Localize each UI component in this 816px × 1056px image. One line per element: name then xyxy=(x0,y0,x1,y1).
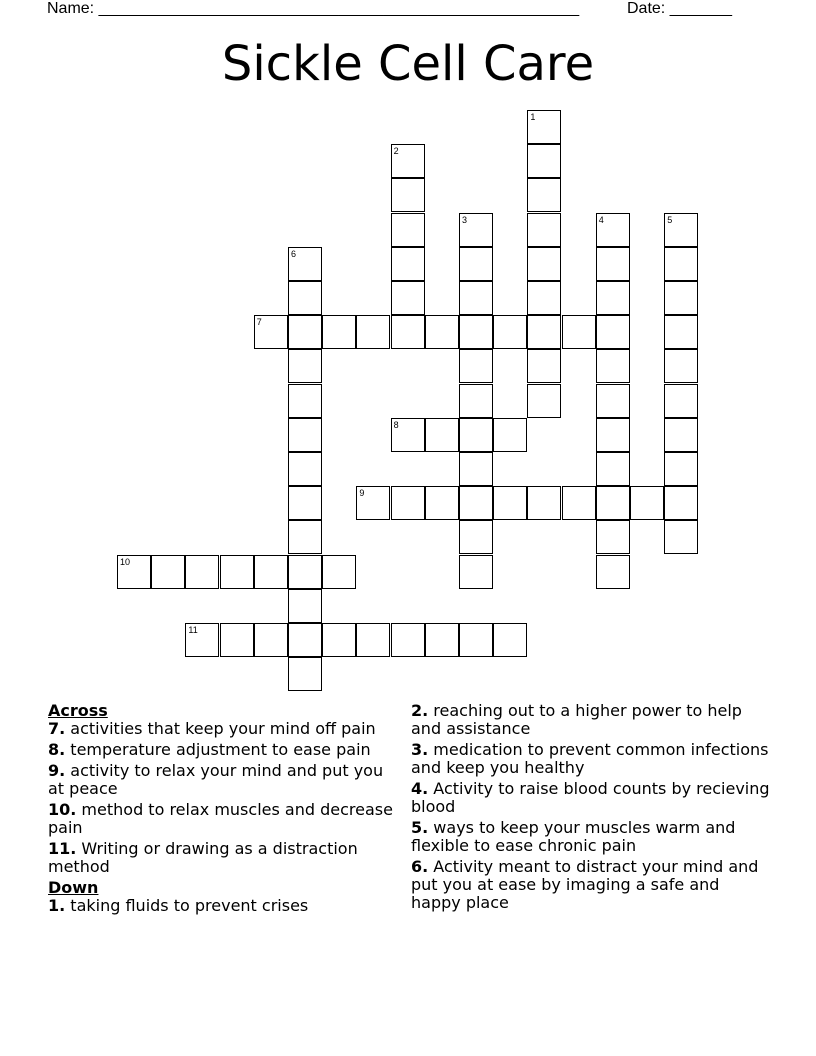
clue-text: Activity meant to distract your mind and put you at ease by imaging a safe and happy place xyxy=(411,857,759,912)
grid-cell[interactable] xyxy=(391,418,425,452)
cell-number: 6 xyxy=(291,248,297,259)
grid-cell[interactable] xyxy=(459,555,493,589)
cell-number: 10 xyxy=(120,556,131,567)
grid-cell[interactable] xyxy=(596,384,630,418)
clue-number: 5. xyxy=(411,818,429,837)
clue-number: 6. xyxy=(411,857,429,876)
grid-cell[interactable] xyxy=(527,281,561,315)
cell-number: 11 xyxy=(188,625,198,635)
grid-cell[interactable] xyxy=(185,623,219,657)
clue-text: method to relax muscles and decrease pain xyxy=(48,800,393,837)
grid-cell[interactable] xyxy=(288,247,322,281)
grid-cell[interactable] xyxy=(664,418,698,452)
grid-cell[interactable] xyxy=(288,315,322,349)
clue-number: 7. xyxy=(48,719,66,738)
cell-number: 8 xyxy=(393,419,399,430)
cell-number: 7 xyxy=(256,317,262,328)
grid-cell[interactable] xyxy=(596,281,630,315)
grid-cell[interactable] xyxy=(459,452,493,486)
clue-item xyxy=(48,762,393,798)
grid-cell[interactable] xyxy=(527,315,561,349)
clue-number: 8. xyxy=(48,740,66,759)
cell-number: 9 xyxy=(359,488,365,499)
grid-cell[interactable] xyxy=(493,418,527,452)
grid-cell[interactable] xyxy=(288,657,322,691)
clue-number: 11. xyxy=(48,839,77,858)
date-field-label: Date: _______ xyxy=(627,0,732,17)
grid-cell[interactable] xyxy=(459,384,493,418)
grid-cell[interactable] xyxy=(664,384,698,418)
grid-cell[interactable] xyxy=(254,315,288,349)
grid-cell[interactable] xyxy=(185,555,219,589)
grid-cell[interactable] xyxy=(288,486,322,520)
down-heading: Down xyxy=(48,878,99,897)
clue-number: 4. xyxy=(411,779,429,798)
grid-cell[interactable] xyxy=(493,623,527,657)
clue-text: temperature adjustment to ease pain xyxy=(65,740,371,759)
grid-cell[interactable] xyxy=(664,486,698,520)
clue-text: activities that keep your mind off pain xyxy=(65,719,376,738)
grid-cell[interactable] xyxy=(425,315,459,349)
grid-cell[interactable] xyxy=(322,623,356,657)
grid-cell[interactable] xyxy=(425,418,459,452)
grid-cell[interactable] xyxy=(288,349,322,383)
grid-cell[interactable] xyxy=(596,349,630,383)
clue-number: 3. xyxy=(411,740,429,759)
grid-cell[interactable] xyxy=(596,520,630,554)
clue-text: medication to prevent common infections and keep you healthy xyxy=(411,740,769,777)
clue-item xyxy=(411,819,771,855)
grid-cell[interactable] xyxy=(356,315,390,349)
grid-cell[interactable] xyxy=(493,315,527,349)
grid-cell[interactable] xyxy=(664,213,698,247)
grid-cell[interactable] xyxy=(630,486,664,520)
down-clue-list-right xyxy=(411,702,771,912)
grid-cell[interactable] xyxy=(117,555,151,589)
grid-cell[interactable] xyxy=(527,247,561,281)
clue-number: 9. xyxy=(48,761,66,780)
grid-cell[interactable] xyxy=(391,247,425,281)
name-field-label: Name: ______________________________________________________ xyxy=(47,0,580,17)
grid-cell[interactable] xyxy=(288,520,322,554)
grid-cell[interactable] xyxy=(527,144,561,178)
grid-cell[interactable] xyxy=(459,418,493,452)
grid-cell[interactable] xyxy=(322,315,356,349)
cell-number: 2 xyxy=(393,146,399,157)
grid-cell[interactable] xyxy=(391,315,425,349)
grid-cell[interactable] xyxy=(664,247,698,281)
grid-cell[interactable] xyxy=(596,452,630,486)
grid-cell[interactable] xyxy=(288,281,322,315)
clue-item xyxy=(48,897,393,915)
clue-number: 10. xyxy=(48,800,77,819)
clue-text: Activity to raise blood counts by recieving blood xyxy=(411,779,770,816)
grid-cell[interactable] xyxy=(527,213,561,247)
grid-cell[interactable] xyxy=(596,486,630,520)
grid-cell[interactable] xyxy=(288,384,322,418)
grid-cell[interactable] xyxy=(527,486,561,520)
across-heading: Across xyxy=(48,701,108,720)
grid-cell[interactable] xyxy=(459,213,493,247)
grid-cell[interactable] xyxy=(288,589,322,623)
grid-cell[interactable] xyxy=(459,623,493,657)
grid-cell[interactable] xyxy=(527,384,561,418)
clue-text: reaching out to a higher power to help and assistance xyxy=(411,701,742,738)
clue-text: taking fluids to prevent crises xyxy=(65,896,309,915)
cell-number: 1 xyxy=(530,112,536,122)
grid-cell[interactable] xyxy=(322,555,356,589)
grid-cell[interactable] xyxy=(664,315,698,349)
grid-cell[interactable] xyxy=(391,623,425,657)
grid-cell[interactable] xyxy=(527,349,561,383)
clue-number: 1. xyxy=(48,896,66,915)
down-clue-list-left xyxy=(48,897,393,915)
grid-cell[interactable] xyxy=(288,418,322,452)
clues-left-column xyxy=(48,702,393,918)
across-clue-list xyxy=(48,720,393,876)
clue-item xyxy=(48,840,393,876)
clue-text: Writing or drawing as a distraction method xyxy=(48,839,358,876)
grid-cell[interactable] xyxy=(459,520,493,554)
grid-cell[interactable] xyxy=(391,281,425,315)
grid-cell[interactable] xyxy=(596,315,630,349)
grid-cell[interactable] xyxy=(664,452,698,486)
grid-cell[interactable] xyxy=(493,486,527,520)
grid-cell[interactable] xyxy=(459,315,493,349)
clue-item xyxy=(411,858,771,912)
clue-text: ways to keep your muscles warm and flexible to ease chronic pain xyxy=(411,818,736,855)
grid-cell[interactable] xyxy=(459,486,493,520)
clue-item xyxy=(411,741,771,777)
grid-cell[interactable] xyxy=(527,178,561,212)
grid-cell[interactable] xyxy=(356,623,390,657)
clue-item xyxy=(411,702,771,738)
cell-number: 3 xyxy=(462,214,468,225)
clue-text: activity to relax your mind and put you at peace xyxy=(48,761,384,798)
grid-cell[interactable] xyxy=(425,486,459,520)
grid-cell[interactable] xyxy=(459,349,493,383)
grid-cell[interactable] xyxy=(356,486,390,520)
grid-cell[interactable] xyxy=(151,555,185,589)
grid-cell[interactable] xyxy=(459,281,493,315)
grid-cell[interactable] xyxy=(288,555,322,589)
clue-item xyxy=(48,720,393,738)
grid-cell[interactable] xyxy=(664,520,698,554)
grid-cell[interactable] xyxy=(220,623,254,657)
grid-cell[interactable] xyxy=(527,110,561,144)
grid-cell[interactable] xyxy=(391,144,425,178)
grid-cell[interactable] xyxy=(596,418,630,452)
grid-cell[interactable] xyxy=(391,486,425,520)
clue-item xyxy=(48,741,393,759)
grid-cell[interactable] xyxy=(391,178,425,212)
cell-number: 5 xyxy=(667,214,673,225)
grid-cell[interactable] xyxy=(425,623,459,657)
clue-item xyxy=(48,801,393,837)
clues-right-column xyxy=(411,702,771,915)
grid-cell[interactable] xyxy=(391,213,425,247)
grid-cell[interactable] xyxy=(288,452,322,486)
grid-cell[interactable] xyxy=(664,281,698,315)
grid-cell[interactable] xyxy=(596,555,630,589)
grid-cell[interactable] xyxy=(562,315,596,349)
grid-cell[interactable] xyxy=(562,486,596,520)
clue-item xyxy=(411,780,771,816)
page-title: Sickle Cell Care xyxy=(221,36,595,92)
cell-number: 4 xyxy=(598,214,604,225)
grid-cell[interactable] xyxy=(220,555,254,589)
grid-cell[interactable] xyxy=(254,555,288,589)
grid-cell[interactable] xyxy=(664,349,698,383)
grid-cell[interactable] xyxy=(596,213,630,247)
clue-number: 2. xyxy=(411,701,429,720)
grid-cell[interactable] xyxy=(254,623,288,657)
grid-cell[interactable] xyxy=(596,247,630,281)
grid-cell[interactable] xyxy=(288,623,322,657)
grid-cell[interactable] xyxy=(459,247,493,281)
